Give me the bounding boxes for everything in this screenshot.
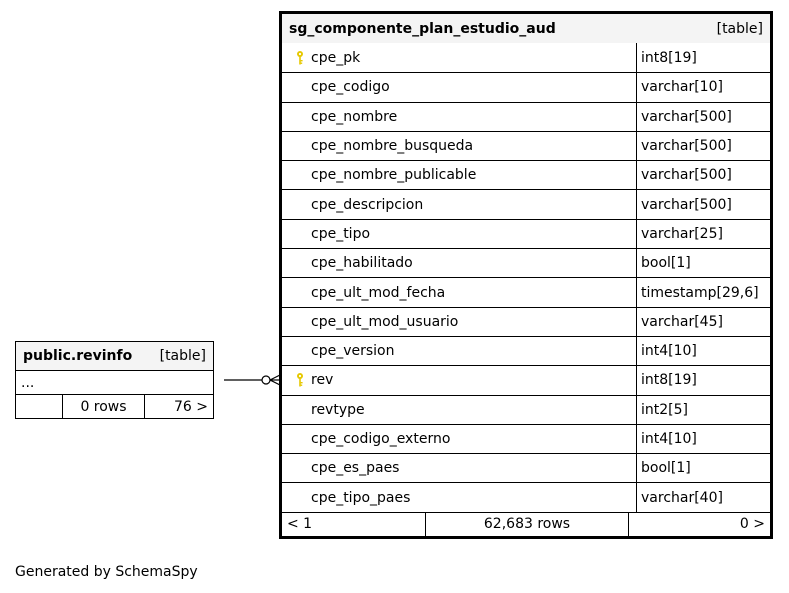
column-row[interactable] [282,219,770,248]
column-name-cell[interactable] [282,396,637,424]
revinfo-table[interactable] [15,341,214,419]
column-row[interactable] [282,395,770,424]
column-type: bool[1] [641,460,691,477]
column-name-cell[interactable] [282,132,637,160]
column-type: bool[1] [641,255,691,272]
row-count: 62,683 rows [426,513,629,536]
main-table-kind: [table] [716,20,763,37]
column-row[interactable] [282,277,770,306]
column-name: cpe_es_paes [311,460,400,477]
column-name: revtype [311,401,365,418]
main-table[interactable] [279,11,773,539]
column-name: cpe_nombre [311,108,398,125]
column-name: cpe_tipo_paes [311,489,411,506]
key-icon [288,50,311,66]
column-name: cpe_descripcion [311,196,424,213]
column-name-cell[interactable] [282,483,637,511]
column-type: varchar[40] [641,489,723,506]
revinfo-table-header[interactable] [16,342,213,370]
column-name: cpe_version [311,343,395,360]
ellipsis-text: ... [21,374,35,391]
column-name-cell[interactable] [282,161,637,189]
column-type: int8[19] [641,372,697,389]
column-name: cpe_ult_mod_usuario [311,313,459,330]
column-type: varchar[500] [641,138,732,155]
column-name: cpe_nombre_busqueda [311,138,474,155]
column-name: cpe_nombre_publicable [311,167,477,184]
column-name-cell[interactable] [282,190,637,218]
column-type: int4[10] [641,431,697,447]
column-row[interactable] [282,453,770,482]
parents-link[interactable]: < 1 [282,513,426,536]
column-type: varchar[500] [641,167,732,184]
column-name-cell[interactable] [282,220,637,248]
column-name: cpe_codigo_externo [311,431,451,447]
revinfo-table-kind: [table] [159,348,206,364]
column-row[interactable] [282,336,770,365]
column-row[interactable] [282,189,770,218]
column-name-cell[interactable] [282,103,637,131]
column-name-cell[interactable] [282,73,637,101]
column-name: cpe_tipo [311,225,371,242]
revinfo-table-name[interactable]: public.revinfo [23,348,133,364]
column-type: varchar[500] [641,108,732,125]
column-name: cpe_ult_mod_fecha [311,284,446,301]
main-table-name[interactable]: sg_componente_plan_estudio_aud [289,20,556,37]
column-type: varchar[500] [641,196,732,213]
column-type: timestamp[29,6] [641,284,759,301]
column-name: rev [311,372,334,389]
column-row[interactable] [282,482,770,511]
column-name-cell[interactable] [282,454,637,482]
column-row[interactable] [282,424,770,453]
column-name-cell[interactable] [282,308,637,336]
column-name: cpe_pk [311,49,361,66]
column-name-cell[interactable] [282,337,637,365]
main-table-footer [282,512,770,536]
generated-by-caption: Generated by SchemaSpy [15,564,198,580]
column-name: cpe_habilitado [311,255,413,272]
column-name: cpe_codigo [311,79,390,96]
column-type: varchar[25] [641,225,723,242]
column-row[interactable] [282,365,770,394]
column-row[interactable] [282,248,770,277]
column-name-cell[interactable] [282,43,637,72]
key-icon [288,372,311,388]
column-type: int2[5] [641,401,688,418]
column-type: int8[19] [641,49,697,66]
column-row[interactable] [282,131,770,160]
column-row[interactable] [282,307,770,336]
column-row[interactable] [282,160,770,189]
column-name-cell[interactable] [282,278,637,306]
column-type: varchar[45] [641,313,723,330]
column-type: varchar[10] [641,79,723,96]
revinfo-parents-cell [16,395,63,418]
main-table-header[interactable] [282,14,770,43]
children-link[interactable]: 0 > [739,516,765,533]
column-name-cell[interactable] [282,425,637,453]
revinfo-table-footer [16,394,213,418]
column-row[interactable] [282,102,770,131]
column-row[interactable] [282,43,770,72]
zero-optionality-circle [262,376,270,384]
revinfo-children-link[interactable]: 76 > [174,398,208,415]
revinfo-columns-ellipsis [16,370,213,394]
revinfo-row-count: 0 rows [63,395,145,418]
column-name-cell[interactable] [282,366,637,394]
column-name-cell[interactable] [282,249,637,277]
column-type: int4[10] [641,343,697,360]
column-row[interactable] [282,72,770,101]
